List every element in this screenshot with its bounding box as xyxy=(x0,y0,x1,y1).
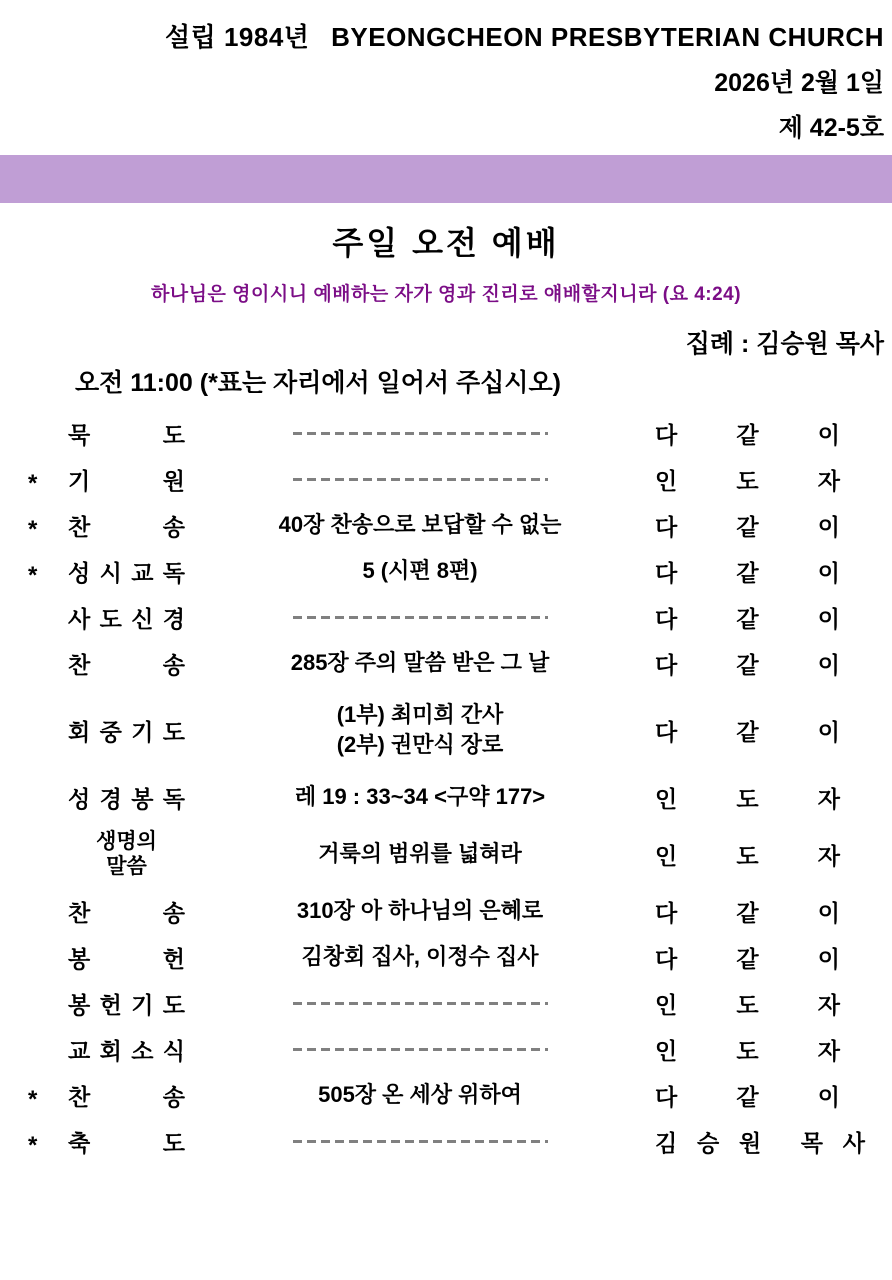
order-content: 거룩의 범위를 넓혀라 xyxy=(318,841,522,866)
issue-date: 2026년 2월 1일 xyxy=(714,69,884,97)
order-leader-char: 김 xyxy=(655,1129,678,1156)
order-item-char: 회 xyxy=(99,1037,122,1064)
order-content: 310장 아 하나님의 은혜로 xyxy=(296,898,544,923)
order-leader-char: 자 xyxy=(817,467,840,494)
order-leader-char: 승 xyxy=(697,1129,720,1156)
order-item-name xyxy=(68,647,185,680)
order-item-name xyxy=(68,987,185,1020)
order-leader-char: 같 xyxy=(736,605,759,632)
order-leader-char: 원 xyxy=(739,1129,762,1156)
order-content: 김창회 집사, 이정수 집사 xyxy=(301,944,539,969)
dashed-line xyxy=(293,1048,548,1051)
order-item-char: 도 xyxy=(162,718,185,745)
order-item-name xyxy=(68,509,185,542)
order-leader-char: 인 xyxy=(655,991,678,1018)
order-content xyxy=(185,432,655,435)
order-leader-char: 다 xyxy=(655,1083,678,1110)
order-row xyxy=(0,774,892,820)
order-leader-char: 목 xyxy=(800,1129,823,1156)
order-leader xyxy=(655,417,840,450)
order-leader xyxy=(655,838,840,871)
order-row xyxy=(0,548,892,594)
order-row xyxy=(0,888,892,934)
stand-marker: * xyxy=(28,562,38,589)
order-item-name xyxy=(68,1125,185,1158)
order-leader-char: 다 xyxy=(655,513,678,540)
order-leader-char: 이 xyxy=(817,718,840,745)
order-leader-char: 이 xyxy=(817,1083,840,1110)
order-row xyxy=(0,1072,892,1118)
order-item-char: 송 xyxy=(162,513,185,540)
order-item-char: 송 xyxy=(162,651,185,678)
order-leader-char: 인 xyxy=(655,842,678,869)
order-leader-char: 도 xyxy=(736,1037,759,1064)
order-leader xyxy=(655,601,840,634)
order-item-char: 독 xyxy=(162,785,185,812)
order-item-char: 기 xyxy=(131,718,154,745)
order-leader xyxy=(655,647,840,680)
order-leader xyxy=(655,555,840,588)
order-content xyxy=(185,1002,655,1005)
order-item-char: 신 xyxy=(131,605,154,632)
order-leader-char: 자 xyxy=(817,1037,840,1064)
order-leader-char: 같 xyxy=(736,1083,759,1110)
order-item-name xyxy=(68,463,185,496)
order-item-name xyxy=(68,1033,185,1066)
order-leader xyxy=(655,463,840,496)
order-leader-char: 같 xyxy=(736,421,759,448)
worship-order-list xyxy=(0,410,892,1164)
order-item-name xyxy=(68,829,185,879)
order-leader xyxy=(655,781,840,814)
order-leader-char: 다 xyxy=(655,559,678,586)
order-item-char: 묵 xyxy=(68,421,91,448)
order-content: 5 (시편 8편) xyxy=(362,558,478,583)
order-item-char: 회 xyxy=(68,718,91,745)
order-leader-char: 같 xyxy=(736,513,759,540)
order-leader xyxy=(655,1125,865,1158)
order-leader-char: 다 xyxy=(655,421,678,448)
order-row xyxy=(0,820,892,888)
dashed-line xyxy=(293,616,548,619)
order-item-char: 교 xyxy=(68,1037,91,1064)
order-item-char: 봉 xyxy=(68,991,91,1018)
order-item-line: 말씀 xyxy=(106,855,147,878)
order-content xyxy=(185,478,655,481)
order-content xyxy=(185,1140,655,1143)
order-leader-char: 다 xyxy=(655,651,678,678)
order-item-char: 봉 xyxy=(68,945,91,972)
order-row xyxy=(0,934,892,980)
order-item-name xyxy=(68,417,185,450)
order-content: 레 19 : 33~34 <구약 177> xyxy=(294,784,546,809)
order-leader-char: 같 xyxy=(736,945,759,972)
service-title: 주일 오전 예배 xyxy=(332,225,560,261)
officiant-line: 집례 : 김승원 목사 xyxy=(685,330,884,358)
church-name: BYEONGCHEON PRESBYTERIAN CHURCH xyxy=(331,22,884,52)
order-leader-char: 같 xyxy=(736,651,759,678)
order-item-char: 도 xyxy=(162,421,185,448)
order-leader-char: 인 xyxy=(655,785,678,812)
scripture-verse: 하나님은 영이시니 예배하는 자가 영과 진리로 얘배할지니라 (요 4:24) xyxy=(150,284,742,305)
order-leader-char: 인 xyxy=(655,1037,678,1064)
order-item-char: 찬 xyxy=(68,899,91,926)
order-leader xyxy=(655,1079,840,1112)
dashed-line xyxy=(293,432,548,435)
order-content xyxy=(185,1048,655,1051)
order-row xyxy=(0,502,892,548)
order-leader-char: 이 xyxy=(817,513,840,540)
order-item-char: 찬 xyxy=(68,1083,91,1110)
order-item-char: 봉 xyxy=(131,785,154,812)
order-row xyxy=(0,640,892,686)
order-leader-char: 이 xyxy=(817,559,840,586)
order-leader-char: 다 xyxy=(655,945,678,972)
order-item-char: 기 xyxy=(131,991,154,1018)
order-leader-char: 다 xyxy=(655,899,678,926)
order-item-char: 도 xyxy=(99,605,122,632)
order-item-name xyxy=(68,601,185,634)
order-leader xyxy=(655,714,840,747)
order-item-char: 사 xyxy=(68,605,91,632)
stand-marker: * xyxy=(28,1086,38,1113)
order-item-name xyxy=(68,555,185,588)
order-item-char: 식 xyxy=(162,1037,185,1064)
order-leader-char: 자 xyxy=(817,842,840,869)
order-item-char: 경 xyxy=(162,605,185,632)
order-leader-char: 자 xyxy=(817,991,840,1018)
order-item-char: 원 xyxy=(162,467,185,494)
order-item-char: 도 xyxy=(162,991,185,1018)
order-item-char: 헌 xyxy=(99,991,122,1018)
order-leader-char: 이 xyxy=(817,899,840,926)
order-row xyxy=(0,594,892,640)
order-content-line: (1부) 최미희 간사 xyxy=(336,702,504,727)
issue-number: 제 42-5호 xyxy=(778,114,884,142)
order-leader-char: 이 xyxy=(817,651,840,678)
order-leader-char: 자 xyxy=(817,785,840,812)
order-leader-char: 인 xyxy=(655,467,678,494)
order-item-char: 시 xyxy=(99,559,122,586)
order-item-char: 찬 xyxy=(68,651,91,678)
order-item-char: 성 xyxy=(68,785,91,812)
order-item-char: 성 xyxy=(68,559,91,586)
order-content: 505장 온 세상 위하여 xyxy=(318,1082,522,1107)
order-leader-char: 같 xyxy=(736,559,759,586)
order-leader-char: 다 xyxy=(655,718,678,745)
order-content-line: (2부) 권만식 장로 xyxy=(336,732,504,757)
order-leader-char: 이 xyxy=(817,945,840,972)
stand-marker: * xyxy=(28,516,38,543)
order-content: 285장 주의 말씀 받은 그 날 xyxy=(290,650,550,675)
order-leader-char: 이 xyxy=(817,605,840,632)
order-item-char: 찬 xyxy=(68,513,91,540)
order-item-char: 송 xyxy=(162,1083,185,1110)
order-leader-char: 도 xyxy=(736,785,759,812)
order-item-name xyxy=(68,895,185,928)
order-leader xyxy=(655,509,840,542)
order-leader-char: 다 xyxy=(655,605,678,632)
order-leader-char: 도 xyxy=(736,842,759,869)
order-leader-char: 이 xyxy=(817,421,840,448)
purple-banner xyxy=(0,155,892,203)
dashed-line xyxy=(293,1002,548,1005)
order-leader-char: 사 xyxy=(842,1129,865,1156)
order-leader-char: 같 xyxy=(736,718,759,745)
order-item-char: 교 xyxy=(131,559,154,586)
bulletin-page xyxy=(0,22,892,1280)
order-leader xyxy=(655,1033,840,1066)
stand-marker: * xyxy=(28,1132,38,1159)
founded-year: 설립 1984년 xyxy=(165,22,310,52)
order-item-char: 소 xyxy=(131,1037,154,1064)
order-item-char: 도 xyxy=(162,1129,185,1156)
order-item-char: 중 xyxy=(99,718,122,745)
order-leader-char: 도 xyxy=(736,467,759,494)
order-item-char: 축 xyxy=(68,1129,91,1156)
header-line xyxy=(0,22,892,52)
order-row xyxy=(0,686,892,774)
order-row xyxy=(0,980,892,1026)
dashed-line xyxy=(293,1140,548,1143)
order-item-name xyxy=(68,1079,185,1112)
stand-marker: * xyxy=(28,470,38,497)
order-item-line: 생명의 xyxy=(96,830,157,853)
order-leader-char: 도 xyxy=(736,991,759,1018)
dashed-line xyxy=(293,478,548,481)
order-row xyxy=(0,410,892,456)
order-item-name xyxy=(68,781,185,814)
order-content xyxy=(185,616,655,619)
order-leader xyxy=(655,987,840,1020)
order-item-name xyxy=(68,941,185,974)
order-item-name xyxy=(68,714,185,747)
order-item-char: 헌 xyxy=(162,945,185,972)
order-content: 40장 찬송으로 보답할 수 없는 xyxy=(278,512,562,537)
order-item-char: 송 xyxy=(162,899,185,926)
order-row xyxy=(0,1026,892,1072)
order-row xyxy=(0,1118,892,1164)
order-leader xyxy=(655,941,840,974)
order-item-char: 독 xyxy=(162,559,185,586)
order-item-char: 경 xyxy=(99,785,122,812)
service-time-note: 오전 11:00 (*표는 자리에서 일어서 주십시오) xyxy=(75,369,561,397)
order-leader-char: 같 xyxy=(736,899,759,926)
order-leader xyxy=(655,895,840,928)
order-row xyxy=(0,456,892,502)
order-item-char: 기 xyxy=(68,467,91,494)
order-content xyxy=(185,700,655,760)
